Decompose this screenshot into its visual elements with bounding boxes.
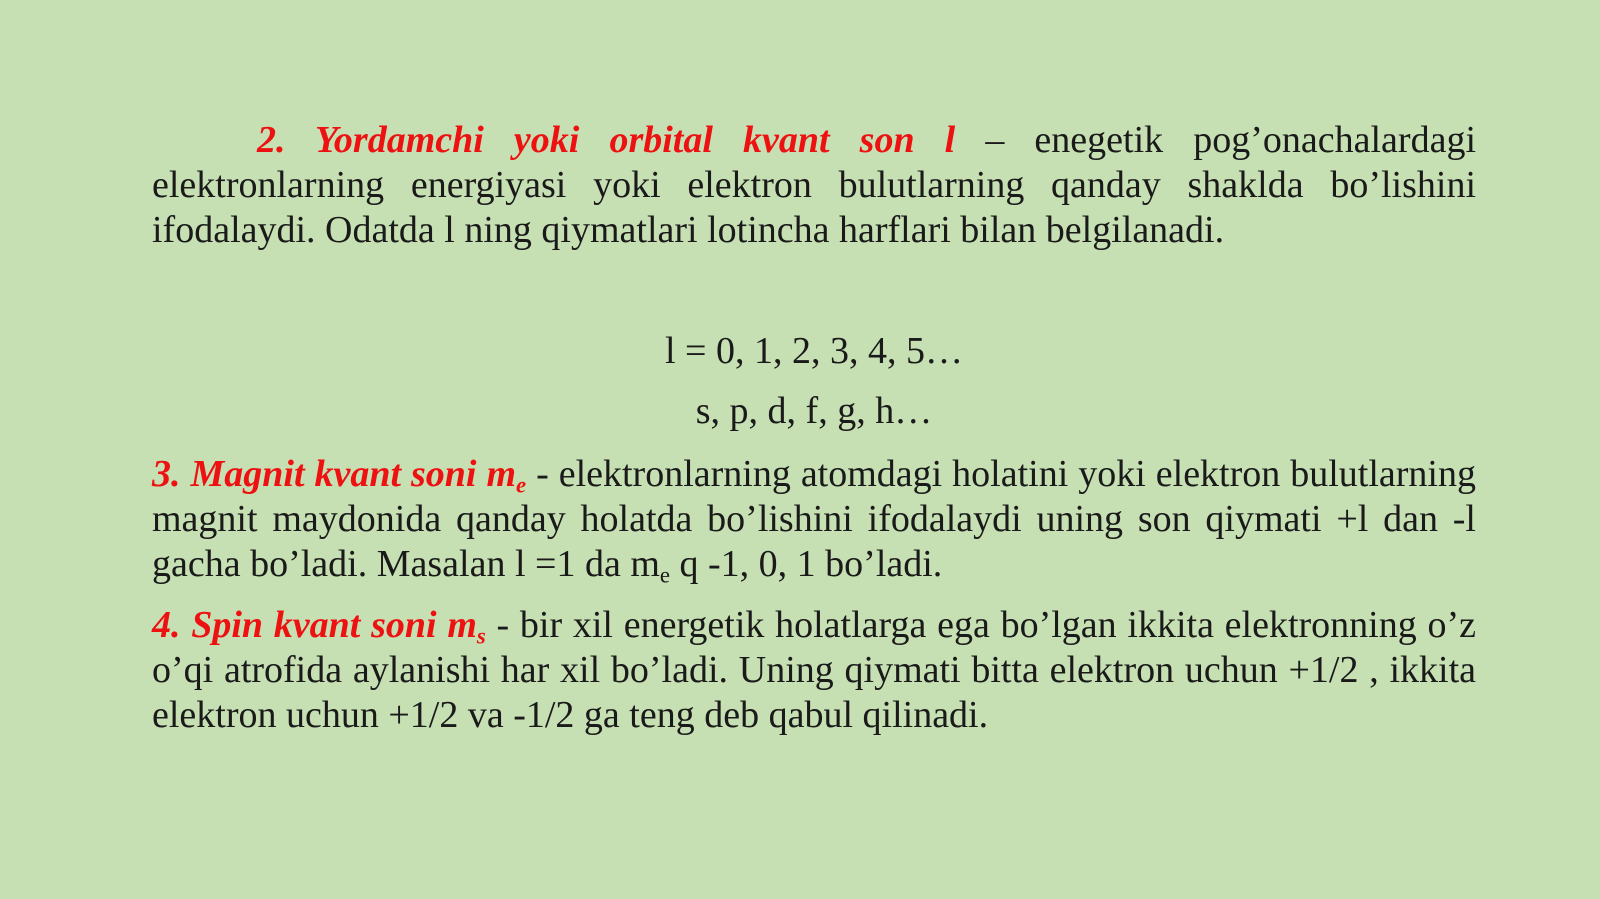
paragraph-magnetic-quantum-number — [152, 452, 1476, 587]
spin-quantum-number-heading — [152, 604, 486, 649]
magnetic-quantum-number-text-end: q -1, 0, 1 bo’ladi. — [670, 543, 943, 585]
spin-heading-subscript: s — [476, 623, 486, 649]
magnetic-text-subscript: e — [659, 562, 671, 588]
magnetic-quantum-number-text: - elektronlarning atomdagi holatini yoki elektron bulutlarning magnit maydonida qanday holatda bo’lishini ifodalaydi uning son qiymati +l dan -l gacha bo’ladi. Masalan l =1 da m — [152, 453, 1476, 585]
formula-l-values: l = 0, 1, 2, 3, 4, 5… — [665, 330, 963, 372]
spin-heading-text: 4. Spin kvant soni m — [152, 604, 477, 646]
orbital-quantum-number-heading: 2. Yordamchi yoki orbital kvant son l — [257, 119, 956, 161]
orbital-quantum-number-text: – enegetik pog’onachalardagi elektronlarning energiyasi yoki elektron bulutlarning qanday shaklda bo’lishini ifodalaydi. Odatda l ning qiymatlari lotincha harflari bilan belgilanadi. — [152, 119, 1476, 251]
magnetic-heading-subscript: e — [516, 472, 527, 498]
formula-l-letters: s, p, d, f, g, h… — [695, 390, 933, 432]
magnetic-heading-text: 3. Magnit kvant soni m — [152, 453, 516, 495]
paragraph-orbital-quantum-number — [152, 118, 1476, 253]
magnetic-quantum-number-heading — [152, 453, 527, 498]
slide-content — [152, 118, 1476, 738]
paragraph-spin-quantum-number — [152, 603, 1476, 738]
spin-quantum-number-text: - bir xil energetik holatlarga ega bo’lgan ikkita elektronning o’z o’qi atrofida aylanishi har xil bo’ladi. Uning qiymati bitta elektron uchun +1/2 , ikkita elektron uchun +1/2 va -1/2 ga teng deb qabul qilinadi. — [152, 604, 1476, 736]
